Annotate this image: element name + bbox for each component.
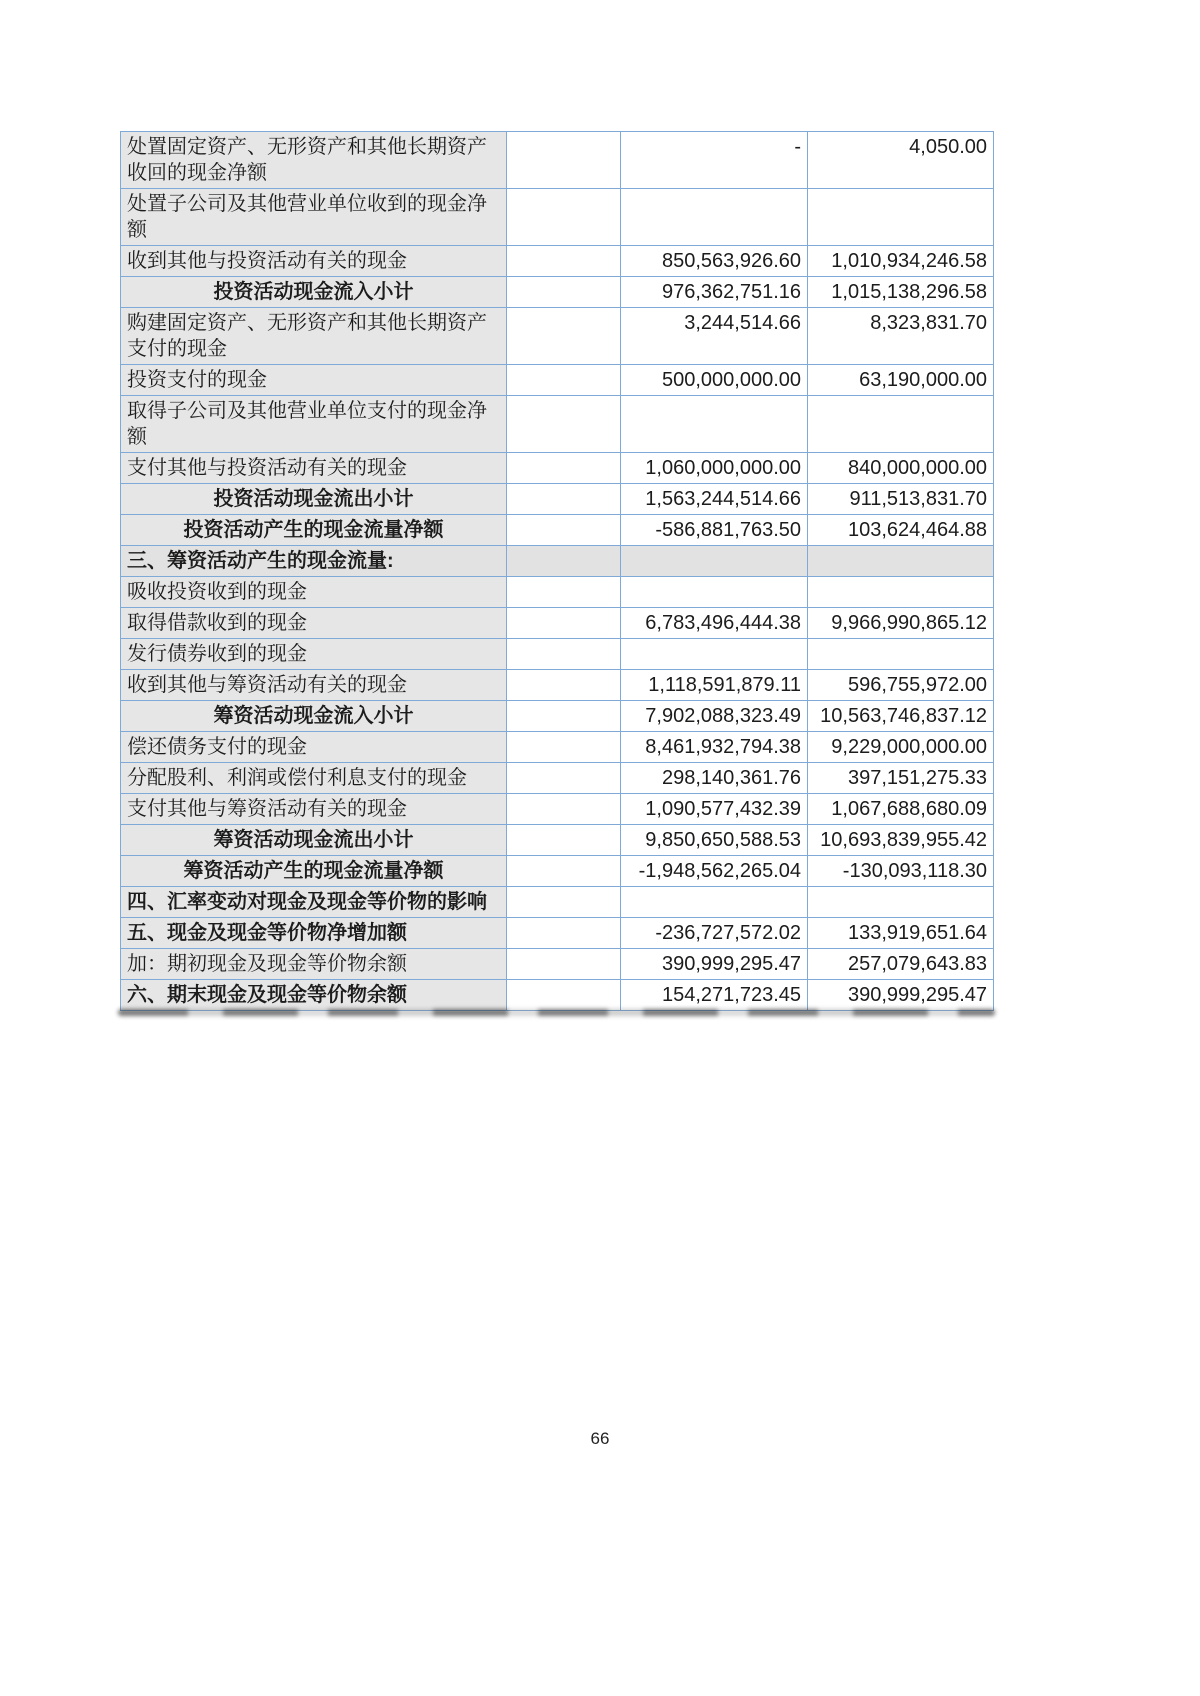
table-row	[121, 189, 994, 246]
row-item-label-cell: 取得借款收到的现金	[121, 608, 507, 639]
table-row	[121, 132, 994, 189]
table-row	[121, 918, 994, 949]
row-note-cell	[507, 701, 621, 732]
row-note-cell	[507, 577, 621, 608]
row-note-cell	[507, 918, 621, 949]
row-item-label-cell: 筹资活动产生的现金流量净额	[121, 856, 507, 887]
row-prior-period-cell: 257,079,643.83	[808, 949, 994, 980]
table-row	[121, 670, 994, 701]
row-prior-period-cell: 840,000,000.00	[808, 453, 994, 484]
row-prior-period-cell	[808, 639, 994, 670]
row-current-period-cell	[621, 396, 808, 453]
row-item-label-cell: 投资支付的现金	[121, 365, 507, 396]
row-current-period-cell: 850,563,926.60	[621, 246, 808, 277]
row-current-period-cell	[621, 577, 808, 608]
row-item-label-cell: 四、汇率变动对现金及现金等价物的影响	[121, 887, 507, 918]
row-prior-period-cell	[808, 189, 994, 246]
table-row	[121, 453, 994, 484]
row-note-cell	[507, 732, 621, 763]
row-item-label-cell: 取得子公司及其他营业单位支付的现金净额	[121, 396, 507, 453]
row-item-label-cell: 投资活动产生的现金流量净额	[121, 515, 507, 546]
row-prior-period-cell: 1,010,934,246.58	[808, 246, 994, 277]
row-current-period-cell: 976,362,751.16	[621, 277, 808, 308]
row-prior-period-cell: 9,966,990,865.12	[808, 608, 994, 639]
row-current-period-cell: 6,783,496,444.38	[621, 608, 808, 639]
row-note-cell	[507, 132, 621, 189]
row-prior-period-cell: 10,693,839,955.42	[808, 825, 994, 856]
row-note-cell	[507, 608, 621, 639]
table-row	[121, 246, 994, 277]
row-prior-period-cell: 596,755,972.00	[808, 670, 994, 701]
row-item-label-cell: 加：期初现金及现金等价物余额	[121, 949, 507, 980]
row-item-label-cell: 投资活动现金流入小计	[121, 277, 507, 308]
row-item-label-cell: 处置固定资产、无形资产和其他长期资产收回的现金净额	[121, 132, 507, 189]
row-prior-period-cell: 390,999,295.47	[808, 980, 994, 1011]
row-item-label-cell: 收到其他与筹资活动有关的现金	[121, 670, 507, 701]
row-current-period-cell: -586,881,763.50	[621, 515, 808, 546]
row-current-period-cell	[621, 887, 808, 918]
row-note-cell	[507, 246, 621, 277]
row-prior-period-cell: 1,067,688,680.09	[808, 794, 994, 825]
row-prior-period-cell: 133,919,651.64	[808, 918, 994, 949]
table-row	[121, 763, 994, 794]
row-current-period-cell: 1,090,577,432.39	[621, 794, 808, 825]
table-row	[121, 365, 994, 396]
row-item-label-cell: 吸收投资收到的现金	[121, 577, 507, 608]
row-prior-period-cell: 911,513,831.70	[808, 484, 994, 515]
row-current-period-cell: 500,000,000.00	[621, 365, 808, 396]
row-note-cell	[507, 484, 621, 515]
row-current-period-cell: -1,948,562,265.04	[621, 856, 808, 887]
row-item-label-cell: 处置子公司及其他营业单位收到的现金净额	[121, 189, 507, 246]
row-note-cell	[507, 515, 621, 546]
row-note-cell	[507, 365, 621, 396]
table-row	[121, 701, 994, 732]
row-note-cell	[507, 546, 621, 577]
row-note-cell	[507, 825, 621, 856]
table-row	[121, 608, 994, 639]
row-prior-period-cell: 10,563,746,837.12	[808, 701, 994, 732]
table-row	[121, 794, 994, 825]
table-row	[121, 887, 994, 918]
table-row	[121, 949, 994, 980]
row-current-period-cell: 154,271,723.45	[621, 980, 808, 1011]
row-current-period-cell: -	[621, 132, 808, 189]
row-current-period-cell: -236,727,572.02	[621, 918, 808, 949]
row-note-cell	[507, 189, 621, 246]
row-current-period-cell: 298,140,361.76	[621, 763, 808, 794]
row-prior-period-cell	[808, 546, 994, 577]
row-prior-period-cell: 8,323,831.70	[808, 308, 994, 365]
row-prior-period-cell: 397,151,275.33	[808, 763, 994, 794]
row-note-cell	[507, 453, 621, 484]
row-prior-period-cell	[808, 887, 994, 918]
row-current-period-cell	[621, 546, 808, 577]
row-item-label-cell: 投资活动现金流出小计	[121, 484, 507, 515]
row-item-label-cell: 发行债券收到的现金	[121, 639, 507, 670]
row-current-period-cell: 3,244,514.66	[621, 308, 808, 365]
row-item-label-cell: 六、期末现金及现金等价物余额	[121, 980, 507, 1011]
row-current-period-cell: 7,902,088,323.49	[621, 701, 808, 732]
scan-artifact-line	[118, 1009, 995, 1016]
row-note-cell	[507, 887, 621, 918]
table-row	[121, 856, 994, 887]
row-note-cell	[507, 949, 621, 980]
table-row	[121, 277, 994, 308]
row-item-label-cell: 筹资活动现金流入小计	[121, 701, 507, 732]
row-item-label-cell: 支付其他与投资活动有关的现金	[121, 453, 507, 484]
row-item-label-cell: 筹资活动现金流出小计	[121, 825, 507, 856]
row-prior-period-cell: 103,624,464.88	[808, 515, 994, 546]
row-note-cell	[507, 670, 621, 701]
row-current-period-cell: 1,060,000,000.00	[621, 453, 808, 484]
row-note-cell	[507, 794, 621, 825]
row-note-cell	[507, 396, 621, 453]
table-row	[121, 484, 994, 515]
row-prior-period-cell: 1,015,138,296.58	[808, 277, 994, 308]
row-current-period-cell: 9,850,650,588.53	[621, 825, 808, 856]
row-item-label-cell: 收到其他与投资活动有关的现金	[121, 246, 507, 277]
row-current-period-cell: 8,461,932,794.38	[621, 732, 808, 763]
row-current-period-cell	[621, 189, 808, 246]
table-row	[121, 546, 994, 577]
table-row	[121, 515, 994, 546]
row-note-cell	[507, 980, 621, 1011]
table-row	[121, 396, 994, 453]
table-row	[121, 980, 994, 1011]
row-item-label-cell: 支付其他与筹资活动有关的现金	[121, 794, 507, 825]
row-item-label-cell: 三、筹资活动产生的现金流量:	[121, 546, 507, 577]
row-note-cell	[507, 277, 621, 308]
table-row	[121, 825, 994, 856]
row-note-cell	[507, 856, 621, 887]
table-row	[121, 308, 994, 365]
table-row	[121, 639, 994, 670]
row-prior-period-cell	[808, 396, 994, 453]
page-number: 66	[590, 1429, 610, 1448]
row-prior-period-cell: 9,229,000,000.00	[808, 732, 994, 763]
row-item-label-cell: 五、现金及现金等价物净增加额	[121, 918, 507, 949]
cash-flow-statement-table	[120, 131, 994, 1011]
row-note-cell	[507, 308, 621, 365]
row-prior-period-cell: 4,050.00	[808, 132, 994, 189]
row-prior-period-cell: -130,093,118.30	[808, 856, 994, 887]
row-prior-period-cell: 63,190,000.00	[808, 365, 994, 396]
row-current-period-cell	[621, 639, 808, 670]
row-current-period-cell: 390,999,295.47	[621, 949, 808, 980]
row-item-label-cell: 购建固定资产、无形资产和其他长期资产支付的现金	[121, 308, 507, 365]
table-row	[121, 577, 994, 608]
row-current-period-cell: 1,563,244,514.66	[621, 484, 808, 515]
row-note-cell	[507, 639, 621, 670]
table-row	[121, 732, 994, 763]
row-item-label-cell: 偿还债务支付的现金	[121, 732, 507, 763]
row-prior-period-cell	[808, 577, 994, 608]
row-item-label-cell: 分配股利、利润或偿付利息支付的现金	[121, 763, 507, 794]
row-current-period-cell: 1,118,591,879.11	[621, 670, 808, 701]
row-note-cell	[507, 763, 621, 794]
